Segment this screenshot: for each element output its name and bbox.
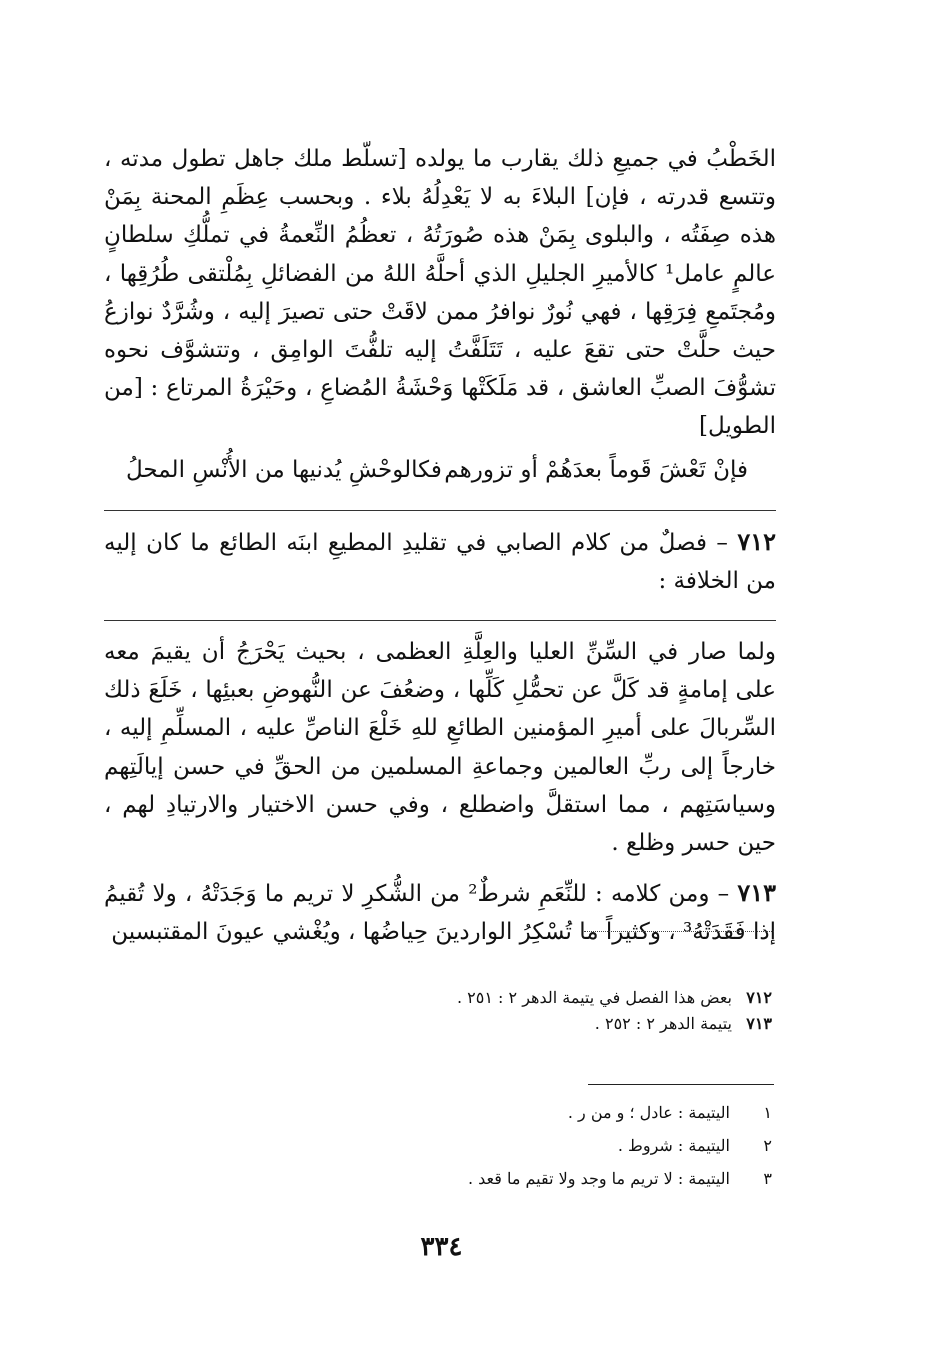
section-text: – ومن كلامه : للنِّعَمِ شرطٌ² من الشُّكرِ لا تريم ما وَجَدَتْهُ ، ولا تُقيمُ إذا فَقَدَتْهُ³ ، وكثيراً ما تُسْكِرُ الواردينَ حِياضُها ، ويُغْشي عيونَ المقتبسين [104, 881, 776, 946]
section-number: ٧١٢ [737, 526, 776, 556]
section-divider [104, 620, 776, 621]
section-713-paragraph [104, 874, 776, 951]
footnote-text: اليتيمة : شروط . [617, 1136, 730, 1155]
footnote-text: اليتيمة : لا تريم ما وجد ولا تقيم ما قعد . [467, 1169, 730, 1188]
footnotes [104, 1096, 772, 1195]
footnote-number: ٢ [763, 1136, 772, 1155]
spacer [104, 862, 776, 874]
section-number: ٧١٣ [737, 878, 776, 908]
note-number: ٧١٢ [746, 988, 772, 1007]
footnotes-divider [588, 1084, 774, 1085]
source-notes [104, 985, 772, 1037]
note-item [104, 985, 772, 1011]
notes-divider [584, 931, 774, 932]
footnote-number: ١ [763, 1103, 772, 1122]
verse-second-hemistich: فكالوحْشِ يُدنيها من الأُنْسِ المحلُ [126, 456, 442, 483]
verse-first-hemistich: فإنْ تَعْشَ قَوماً بعدَهُمْ أو تزورهم [444, 456, 748, 483]
verse-line [126, 450, 748, 490]
footnote-item [104, 1096, 772, 1129]
note-text: يتيمة الدهر ٢ : ٢٥٢ . [594, 1014, 732, 1033]
note-item [104, 1011, 772, 1037]
paragraph-opening: الخَطْبُ في جميعِ ذلك يقارب ما يولده [تسلّط ملك جاهل تطول مدته ، وتتسع قدرته ، فإن] البلاءَ به لا يَعْدِلُهُ بلاء . وبحسب عِظَمِ المحنة بِمَنْ هذه صِفَتُه ، والبلوى بِمَنْ هذه صُورَتُهُ ، تعظُمُ النِّعمةُ في تملُّكِ سلطانٍ عالمٍ عامل¹ كالأميرِ الجليلِ الذي أحلَّهُ اللهُ من الفضائلِ بِمُلْتقى طُرُقِها ، ومُجتَمعِ فِرَقِها ، فهي نُورٌ نوافرُ ممن لاقَتْ حتى تصيرَ إليه ، وشُرَّدٌ نوازعُ حيث حلَّتْ حتى تقعَ عليه ، تَتَلَفَّتُ إليه تلفُّتَ الوامِق ، وتتشوَّف نحوه تشوُّفَ الصبِّ العاشق ، قد مَلَكَتْها وَحْشَةُ المُضاعِ ، وحَيْرَةُ المرتاع : [من الطويل] [104, 146, 776, 440]
footnote-item [104, 1162, 772, 1195]
paragraph-712: ولما صار في السِّنِّ العليا والعِلَّةِ العظمى ، بحيث يَحْرَجُ أن يقيمَ معه على إمامةٍ قد كَلَّ عن تحمُّلِ كَلِّها ، وضعُفَ عن النُّهوضِ بعبئِها ، خَلَعَ ذلك السِّربالَ على أميرِ المؤمنين الطائعِ للهِ خَلْعَ الناصِّ عليه ، المسلِّمِ إليه ، خارجاً إلى ربِّ العالمين وجماعةِ المسلمين من الحقِّ في حسن إيالَتِهم وسياسَتِهم ، مما استقلَّ واضطلع ، وفي حسن الاختيار والارتيادِ لهم ، حين حسر وظلع . [104, 639, 776, 857]
note-number: ٧١٣ [746, 1014, 772, 1033]
footnote-item [104, 1129, 772, 1162]
main-text [104, 140, 776, 952]
section-712-heading [104, 523, 776, 600]
footnote-text: اليتيمة : عادل ؛ و من ر . [567, 1103, 730, 1122]
section-heading-text: – فصلٌ من كلام الصابي في تقليدِ المطيعِ ابنَه الطائع ما كان إليه من الخلافة : [104, 529, 776, 594]
section-divider [104, 510, 776, 511]
footnote-number: ٣ [763, 1169, 772, 1188]
page-number: ٣٣٤ [420, 1232, 463, 1262]
note-text: بعض هذا الفصل في يتيمة الدهر ٢ : ٢٥١ . [457, 988, 732, 1007]
